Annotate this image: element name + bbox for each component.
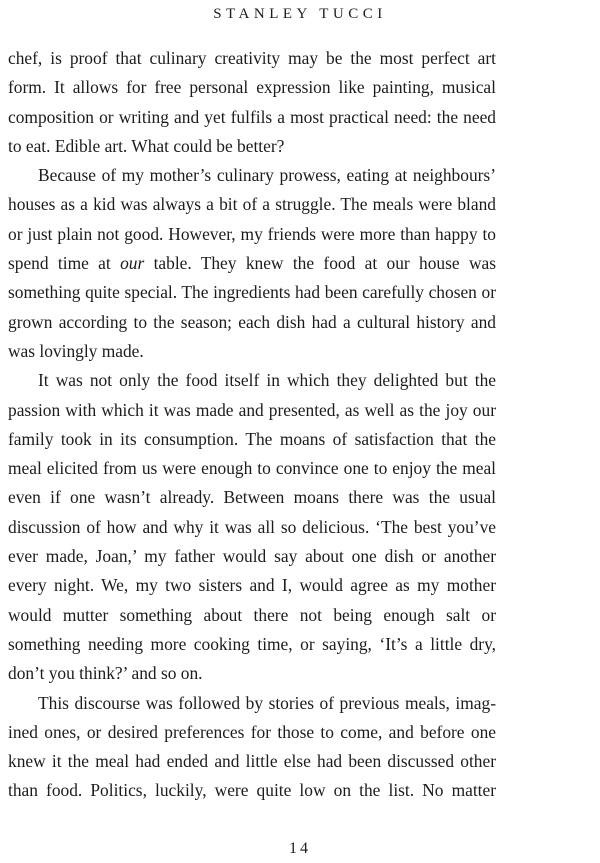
paragraph-italic-word: our [120, 253, 145, 274]
body-text [8, 44, 496, 806]
paragraph: chef, is proof that culinary creativity may be the most perfect art form. It allows for free personal expression like painting, musical composition or writing and yet fulfils a most practical need: the need to eat. Edible art. What could be better? [8, 48, 496, 156]
paragraph: This discourse was followed by stories of previous meals, imagined ones, or desired preferences for those to come, and before one knew it the meal had ended and little else had been discussed other than food. Politics, luckily, were quite low on the list. No matter [8, 692, 496, 801]
running-head: STANLEY TUCCI [213, 6, 387, 22]
paragraph [8, 161, 496, 366]
paragraph-text-continued: table. They knew the food at our house was something quite special. The ingredients had been carefully chosen or grown according to the season; each dish had a cultural history and was lovingly made. [8, 253, 496, 361]
page-number: 14 [289, 840, 311, 857]
paragraph-text: Because of my mother’s culinary prowess, eating at neighbours’ houses as a kid was always a bit of a struggle. The meals were bland or just plain not good. However, my friends were more than happy to spend time at [8, 165, 496, 274]
paragraph: It was not only the food itself in which they delighted but the passion with which it was made and presented, as well as the joy our family took in its consumption. The moans of satisfaction that the meal elicited from us were enough to convince one to enjoy the meal even if one wasn’t already. Between moans there was the usual discussion of how and why it was all so delicious. ‘The best you’ve ever made, Joan,’ my father would say about one dish or another every night. We, my two sisters and I, would agree as my mother would mutter something about there not being enough salt or something needing more cooking time, or saying, ‘It’s a little dry, don’t you think?’ and so on. [8, 370, 496, 684]
